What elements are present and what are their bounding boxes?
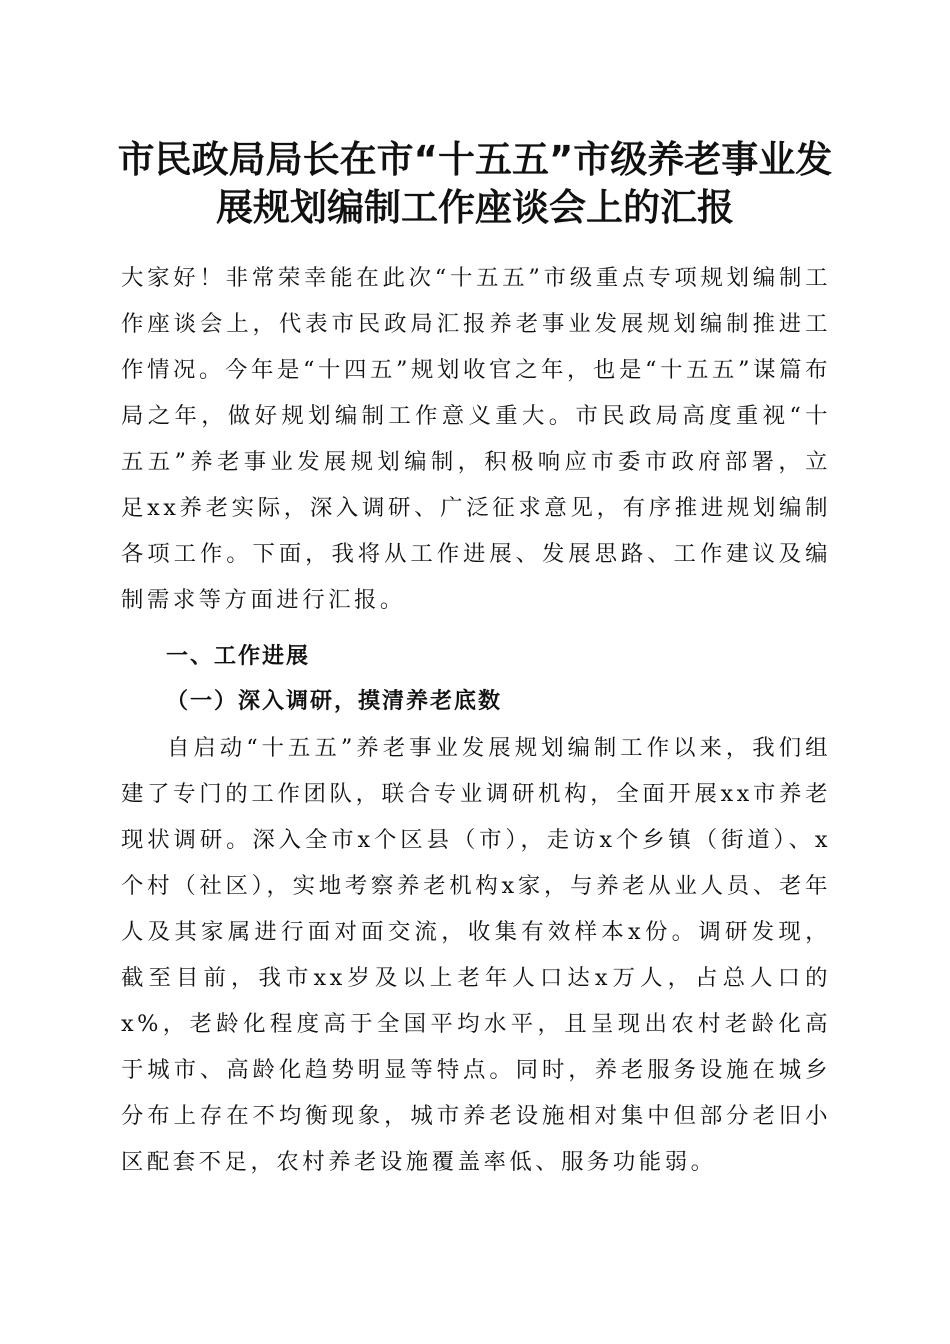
title-line-2: 展规划编制工作座谈会上的汇报 <box>216 186 734 229</box>
intro-paragraph: 大家好！非常荣幸能在此次“十五五”市级重点专项规划编制工作座谈会上，代表市民政局汇报养老事业发展规划编制推进工作情况。今年是“十四五”规划收官之年，也是“十五五”谋篇布局之年，做好规划编制工作意义重大。市民政局高度重视“十五五”养老事业发展规划编制，积极响应市委市政府部署，立足xx养老实际，深入调研、广泛征求意见，有序推进规划编制各项工作。下面，我将从工作进展、发展思路、工作建议及编制需求等方面进行汇报。 <box>121 265 831 613</box>
section-heading: 一、工作进展 <box>166 644 311 669</box>
subsection-heading: （一）深入调研，摸清养老底数 <box>166 688 503 714</box>
document-title <box>110 136 840 232</box>
title-line-1: 市民政局局长在市“十五五”市级养老事业发 <box>117 138 833 181</box>
subsection-paragraph: 自启动“十五五”养老事业发展规划编制工作以来，我们组建了专门的工作团队，联合专业调研机构，全面开展xx市养老现状调研。深入全市x个区县（市），走访x个乡镇（街道）、x个村（社区），实地考察养老机构x家，与养老从业人员、老年人及其家属进行面对面交流，收集有效样本x份。调研发现，截至目前，我市xx岁及以上老年人口达x万人，占总人口的x%，老龄化程度高于全国平均水平，且呈现出农村老龄化高于城市、高龄化趋势明显等特点。同时，养老服务设施在城乡分布上存在不均衡现象，城市养老设施相对集中但部分老旧小区配套不足，农村养老设施覆盖率低、服务功能弱。 <box>121 735 831 1175</box>
